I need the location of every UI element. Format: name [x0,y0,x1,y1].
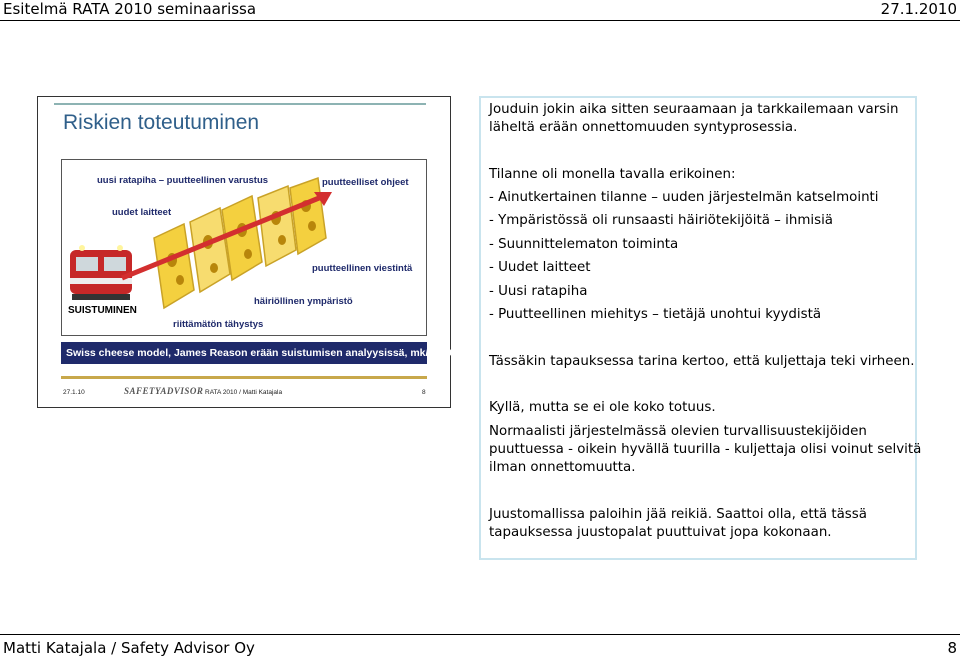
page-header [0,0,960,20]
note-line: - Puutteellinen miehitys – tietäjä unohtui kyydistä [489,307,822,322]
train-icon [70,245,132,300]
note-line: - Uusi ratapiha [489,284,588,299]
note-line: - Ainutkertainen tilanne – uuden järjestelmän katselmointi [489,190,879,205]
label-communication: puutteellinen viestintä [312,263,413,274]
slide-footer-page: 8 [422,389,426,396]
note-line: - Suunnittelematon toiminta [489,237,679,252]
note-line: tapauksessa juustopalat puuttuivat jopa kokonaan. [489,525,832,540]
figure-caption: Swiss cheese model, James Reason erään suistumisen analyysissä, mk/2009 [61,342,427,364]
note-line: Tilanne oli monella tavalla erikoinen: [489,167,736,182]
header-title: Esitelmä RATA 2010 seminaarissa [3,0,257,18]
safety-advisor-logo: SAFETYADVISOR [124,386,204,396]
slide-title: Riskien toteutuminen [63,111,260,134]
note-line: läheltä erään onnettomuuden syntyprosessia. [489,120,798,135]
swiss-cheese-figure [61,159,427,336]
note-line: Juustomallissa paloihin jää reikiä. Saattoi olla, että tässä [489,507,867,522]
footer-divider [0,634,960,635]
note-line: - Ympäristössä oli runsaasti häiriötekijöitä – ihmisiä [489,213,834,228]
label-new-yard: uusi ratapiha – puutteellinen varustus [97,175,269,186]
note-line: Normaalisti järjestelmässä olevien turvallisuustekijöiden [489,424,867,439]
slide-title-rule [54,103,426,105]
header-divider [0,20,960,21]
note-line: Jouduin jokin aika sitten seuraamaan ja tarkkailemaan varsin [489,102,899,117]
footer-page-number: 8 [947,639,957,657]
label-disturbing-environment: häiriöllinen ympäristö [254,296,353,307]
label-new-equipment: uudet laitteet [112,207,172,218]
slide-bottom-rule [61,376,427,379]
note-line: Tässäkin tapauksessa tarina kertoo, että kuljettaja teki virheen. [489,354,915,369]
label-derailment: SUISTUMINEN [68,305,137,316]
slide-footer-date: 27.1.10 [63,389,85,396]
slide-footer-center: RATA 2010 / Matti Katajala [205,389,283,396]
note-line: puuttuessa - oikein hyvällä tuurilla - kuljettaja olisi voinut selvitä [489,442,922,457]
note-line: Kyllä, mutta se ei ole koko totuus. [489,400,716,415]
label-insufficient-aiming: riittämätön tähystys [173,319,264,330]
footer-author: Matti Katajala / Safety Advisor Oy [3,639,255,657]
note-line: - Uudet laitteet [489,260,591,275]
label-faulty-instructions: puutteelliset ohjeet [322,177,409,188]
note-line: ilman onnettomuutta. [489,460,636,475]
cheese-slices [154,178,326,308]
header-date: 27.1.2010 [880,0,957,18]
